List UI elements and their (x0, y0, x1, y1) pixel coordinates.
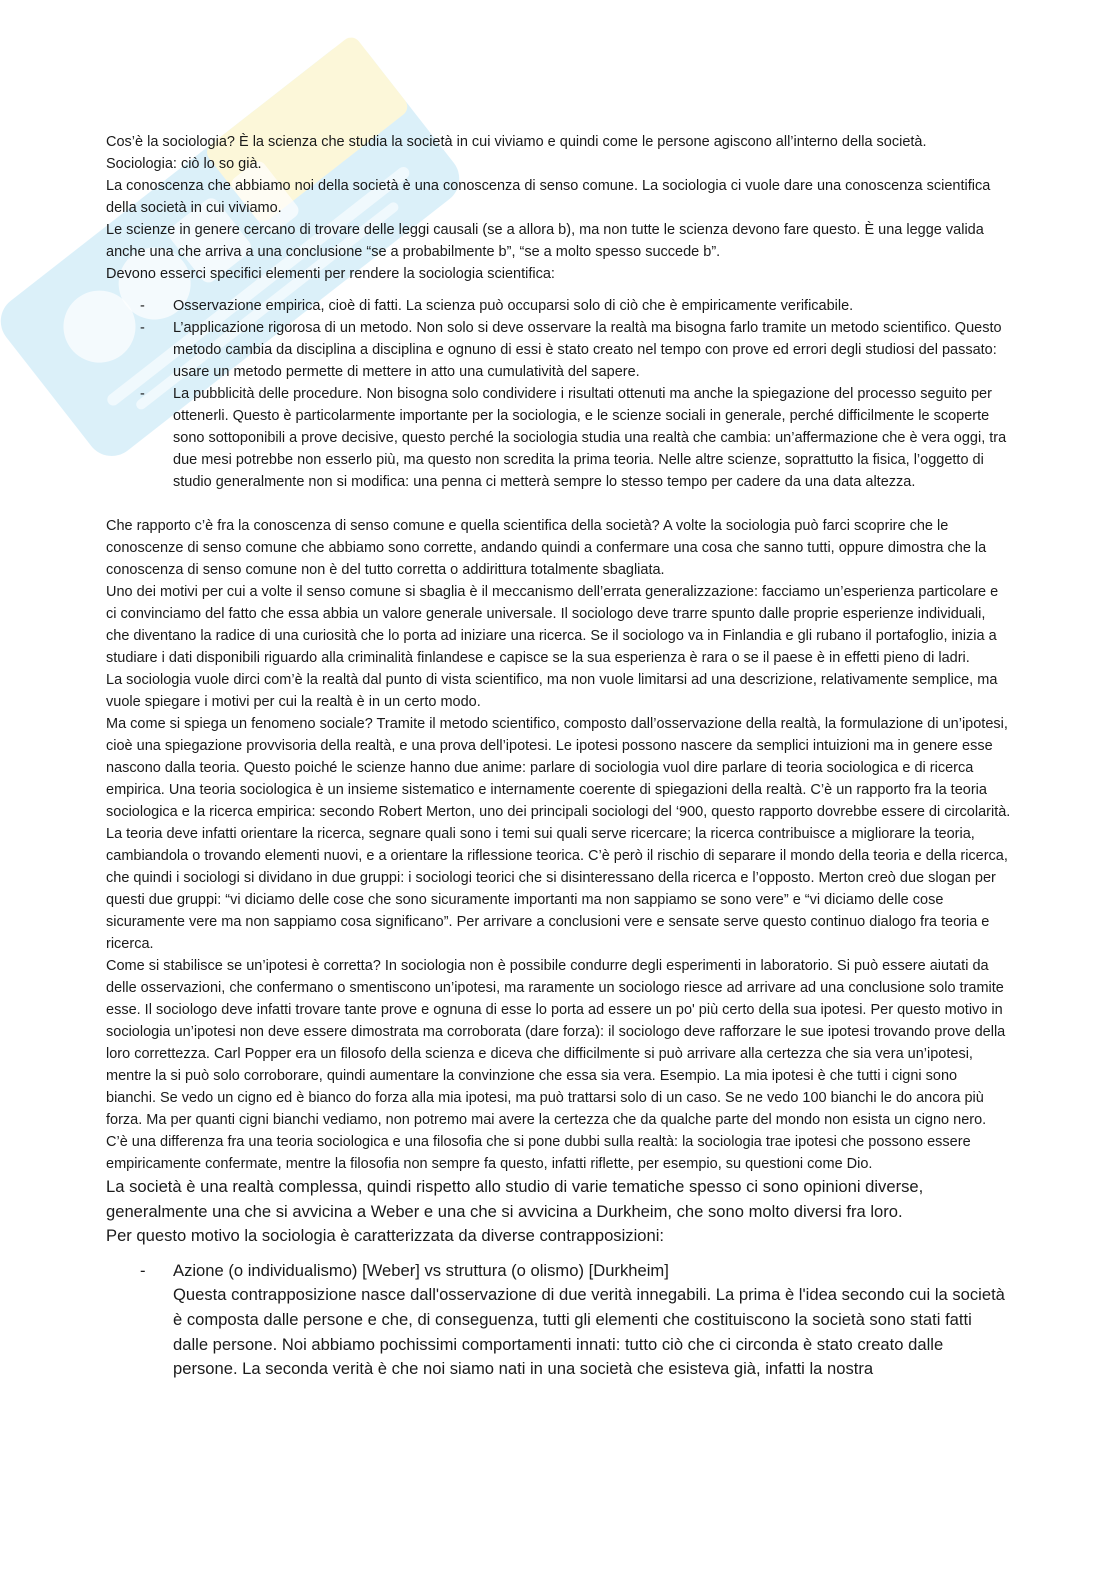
intro-paragraph: La conoscenza che abbiamo noi della società è una conoscenza di senso comune. La sociologia ci vuole dare una conoscenza scientifica della società in cui viviamo. (106, 178, 991, 216)
body-paragraph: C’è una differenza fra una teoria sociologica e una filosofia che si pone dubbi sulla realtà: la sociologia trae ipotesi che possono essere empiricamente confermate, mentre la filosofia non sempre fa questo, infatti riflette, per esempio, su questioni come Dio. (106, 1134, 971, 1172)
intro-paragraph: Sociologia: ciò lo so già. (106, 156, 262, 172)
body-paragraph: Ma come si spiega un fenomeno sociale? Tramite il metodo scientifico, composto dall’osservazione della realtà, la formulazione di un’ipotesi, cioè una spiegazione provvisoria della realtà, e una prova dell’ipotesi. Le ipotesi possono nascere da semplici intuizioni ma in genere esse nascono dalla teoria. Questo poiché le scienze hanno due anime: parlare di sociologia vuol dire parlare di teoria sociologica e di ricerca empirica. Una teoria sociologica è un insieme sistematico e internamente coerente di spiegazioni della realtà. C’è un rapporto fra la teoria sociologica e la ricerca empirica: secondo Robert Merton, uno dei principali sociologi del ‘900, questo rapporto dovrebbe essere di circolarità. La teoria deve infatti orientare la ricerca, segnare quali sono i temi sui quali serve ricercare; la ricerca contribuisce a migliorare la teoria, cambiandola o trovando elementi nuovi, e a orientare la riflessione teorica. C’è però il rischio di separare il mondo della teoria e della ricerca, che quindi i sociologi si dividano in due gruppi: i sociologi teorici che si disinteressano della ricerca e l’opposto. Merton creò due slogan per questi due gruppi: “vi diciamo delle cose che sono sicuramente importanti ma non sappiamo se sono vere” e “vi diciamo delle cose sicuramente vere ma non sappiamo cosa significano”. Per arrivare a conclusioni vere e sensate serve questo continuo dialogo fra teoria e ricerca. (106, 716, 1011, 952)
body-paragraph-large: La società è una realtà complessa, quindi rispetto allo studio di varie tematiche spesso ci sono opinioni diverse, generalmente una che si avvicina a Weber e una che si avvicina a Durkheim, che sono molto diversi fra loro. (106, 1177, 924, 1221)
list-item (106, 1259, 1011, 1382)
scientific-elements-list (106, 295, 1011, 493)
list-item (106, 295, 1011, 317)
dash-bullet: - (140, 386, 145, 402)
list-item-text: La pubblicità delle procedure. Non bisogna solo condividere i risultati ottenuti ma anche la spiegazione del processo seguito per ottenerli. Questo è particolarmente importante per la sociologia, e le scienze sociali in generale, perché difficilmente le scoperte sono sottoponibili a prove decisive, questo perché la sociologia studia una realtà che cambia: un’affermazione che è vera oggi, tra due mesi potrebbe non esserlo più, ma questo non scredita la prima teoria. Nelle altre scienze, soprattutto la fisica, l’oggetto di studio generalmente non si modifica: una penna ci metterà sempre lo stesso tempo per cadere da una data altezza. (173, 386, 1007, 490)
list-item (106, 317, 1011, 383)
intro-paragraph: Le scienze in genere cercano di trovare delle leggi causali (se a allora b), ma non tutte le scienza devono fare questo. È una legge valida anche una che arriva a una conclusione “se a probabilmente b”, “se a molto spesso succede b”. (106, 222, 984, 260)
dash-bullet: - (140, 1260, 146, 1280)
body-paragraph: Che rapporto c’è fra la conoscenza di senso comune e quella scientifica della società? A volte la sociologia può farci scoprire che le conoscenze di senso comune che abbiamo sono corrette, andando quindi a confermare una cosa che sanno tutti, oppure dimostra che la conoscenza di senso comune non è del tutto corretta o addirittura totalmente sbagliata. (106, 518, 987, 578)
list-item-title: Azione (o individualismo) [Weber] vs struttura (o olismo) [Durkheim] (173, 1260, 669, 1280)
intro-paragraph: Cos’è la sociologia? È la scienza che studia la società in cui viviamo e quindi come le persone agiscono all’interno della società. (106, 134, 927, 150)
body-paragraph-large: Per questo motivo la sociologia è caratterizzata da diverse contrapposizioni: (106, 1226, 665, 1246)
body-paragraph: Uno dei motivi per cui a volte il senso comune si sbaglia è il meccanismo dell’errata generalizzazione: facciamo un’esperienza particolare e ci convinciamo del fatto che essa abbia un valore generale universale. Il sociologo deve trarre spunto dalle proprie esperienze individuali, che diventano la radice di una curiosità che lo porta ad iniziare una ricerca. Se il sociologo va in Finlandia e gli rubano il portafoglio, inizia a studiare i dati disponibili riguardo alla criminalità finlandese e capisce se la sua esperienza è rara o se il paese è in effetti pieno di ladri. (106, 584, 999, 666)
list-item (106, 383, 1011, 493)
document-page (106, 131, 1011, 1382)
contrapposizioni-list (106, 1259, 1011, 1382)
dash-bullet: - (140, 298, 145, 314)
body-paragraph: Come si stabilisce se un’ipotesi è corretta? In sociologia non è possibile condurre degli esperimenti in laboratorio. Si può essere aiutati da delle osservazioni, che confermano o smentiscono un’ipotesi, ma raramente un sociologo riesce ad arrivare ad una conclusione solo tramite esse. Il sociologo deve infatti trovare tante prove e ognuna di esse lo porta ad essere un po' più certo della sua ipotesi. Per questo motivo in sociologia un’ipotesi non deve essere dimostrata ma corroborata (dare forza): il sociologo deve rafforzare le sue ipotesi trovando prove della loro correttezza. Carl Popper era un filosofo della scienza e diceva che difficilmente si può arrivare alla certezza che sia vera un’ipotesi, mentre la si può solo corroborare, quindi aumentare la convinzione che essa sia vera. Esempio. La mia ipotesi è che tutti i cigni sono bianchi. Se vedo un cigno ed è bianco do forza alla mia ipotesi, ma può trattarsi solo di un caso. Se ne vedo 100 bianchi le do ancora più forza. Ma per quanti cigni bianchi vediamo, non potremo mai avere la certezza che da qualche parte del mondo non esista un cigno nero. (106, 958, 1006, 1128)
list-item-text: Questa contrapposizione nasce dall'osservazione di due verità innegabili. La prima è l'idea secondo cui la società è composta dalle persone e che, di conseguenza, tutti gli elementi che costituiscono la società sono stati fatti dalle persone. Noi abbiamo pochissimi comportamenti innati: tutto ciò che ci circonda è stato creato dalle persone. La seconda verità è che noi siamo nati in una società che esisteva già, infatti la nostra (173, 1285, 1005, 1379)
dash-bullet: - (140, 320, 145, 336)
intro-paragraph: Devono esserci specifici elementi per rendere la sociologia scientifica: (106, 266, 555, 282)
list-item-text: L’applicazione rigorosa di un metodo. Non solo si deve osservare la realtà ma bisogna farlo tramite un metodo scientifico. Questo metodo cambia da disciplina a disciplina e ognuno di essi è stato creato nel tempo con prove ed errori degli studiosi del passato: usare un metodo permette di mettere in atto una cumulatività del sapere. (173, 320, 1002, 380)
list-item-text: Osservazione empirica, cioè di fatti. La scienza può occuparsi solo di ciò che è empiricamente verificabile. (173, 298, 854, 314)
body-paragraph: La sociologia vuole dirci com’è la realtà dal punto di vista scientifico, ma non vuole limitarsi ad una descrizione, relativamente semplice, ma vuole spiegare i motivi per cui la realtà è in un certo modo. (106, 672, 998, 710)
